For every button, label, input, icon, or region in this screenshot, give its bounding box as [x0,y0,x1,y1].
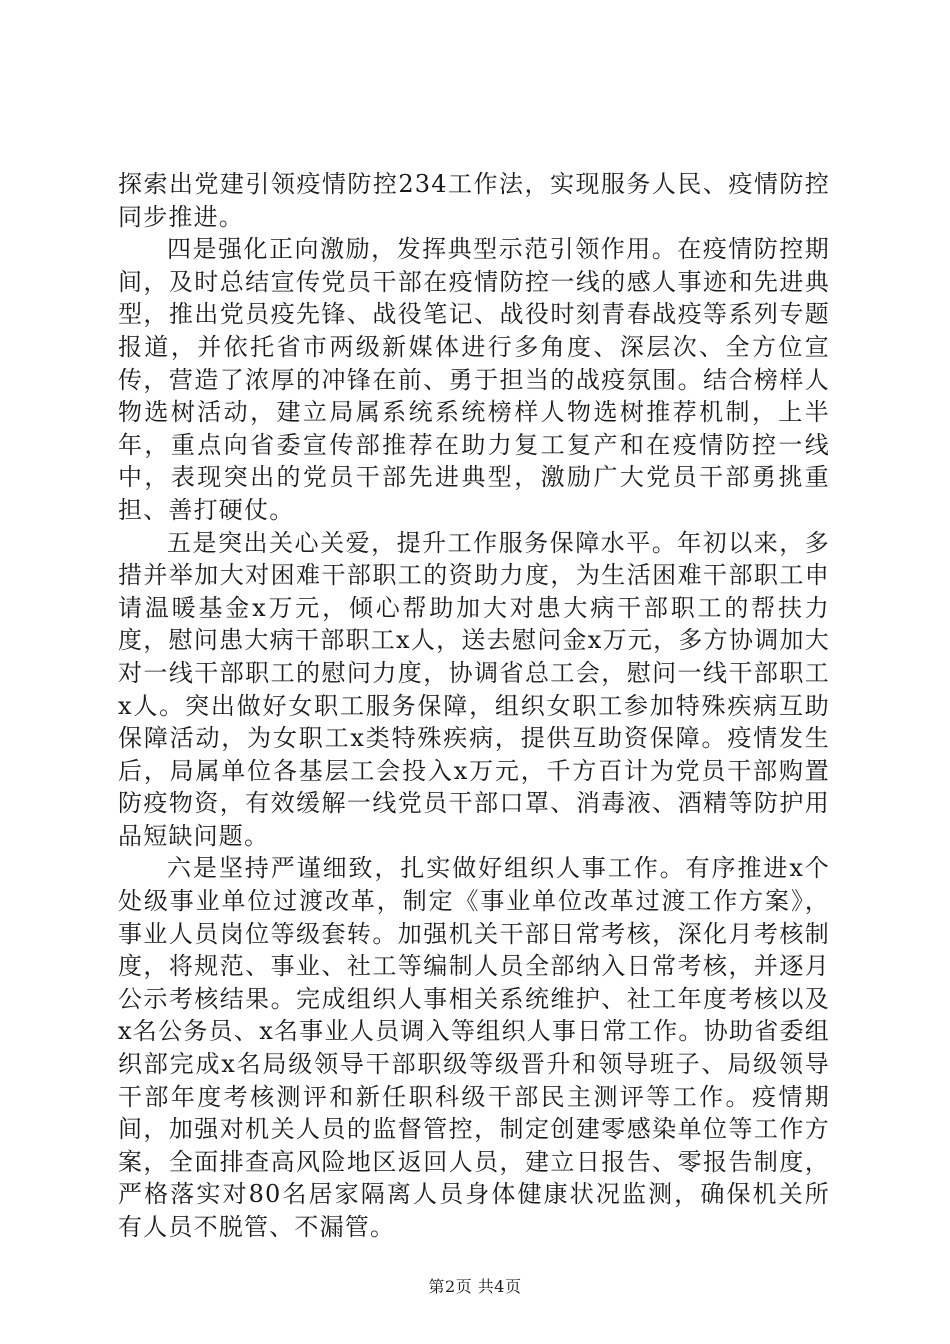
paragraph-2: 四是强化正向激励，发挥典型示范引领作用。在疫情防控期间，及时总结宣传党员干部在疫情防控一线的感人事迹和先进典型，推出党员疫先锋、战役笔记、战役时刻青春战疫等系列专题报道，并依托省市两级新媒体进行多角度、深层次、全方位宣传，营造了浓厚的冲锋在前、勇于担当的战疫氛围。结合榜样人物选树活动，建立局属系统系统榜样人物选树推荐机制，上半年，重点向省委宣传部推荐在助力复工复产和在疫情防控一线中，表现突出的党员干部先进典型，激励广大党员干部勇挑重担、善打硬仗。 [118,235,830,524]
page-footer: 第2页 共4页 [428,1277,522,1296]
document-body [118,168,830,1244]
paragraph-4: 六是坚持严谨细致，扎实做好组织人事工作。有序推进x个处级事业单位过渡改革，制定《事业单位改革过渡工作方案》，事业人员岗位等级套转。加强机关干部日常考核，深化月考核制度，将规范、事业、社工等编制人员全部纳入日常考核，并逐月公示考核结果。完成组织人事相关系统维护、社工年度考核以及x名公务员、x名事业人员调入等组织人事日常工作。协助省委组织部完成x名局级领导干部职级等级晋升和领导班子、局级领导干部年度考核测评和新任职科级干部民主测评等工作。疫情期间，加强对机关人员的监督管控，制定创建零感染单位等工作方案，全面排查高风险地区返回人员，建立日报告、零报告制度，严格落实对80名居家隔离人员身体健康状况监测，确保机关所有人员不脱管、不漏管。 [118,854,830,1241]
paragraph-1: 探索出党建引领疫情防控234工作法，实现服务人民、疫情防控同步推进。 [118,170,830,231]
paragraph-3: 五是突出关心关爱，提升工作服务保障水平。年初以来，多措并举加大对困难干部职工的资助力度，为生活困难干部职工申请温暖基金x万元，倾心帮助加大对患大病干部职工的帮扶力度，慰问患大病干部职工x人，送去慰问金x万元，多方协调加大对一线干部职工的慰问力度，协调省总工会，慰问一线干部职工x人。突出做好女职工服务保障，组织女职工参加特殊疾病互助保障活动，为女职工x类特殊疾病，提供互助资保障。疫情发生后，局属单位各基层工会投入x万元，千方百计为党员干部购置防疫物资，有效缓解一线党员干部口罩、消毒液、酒精等防护用品短缺问题。 [118,528,830,850]
